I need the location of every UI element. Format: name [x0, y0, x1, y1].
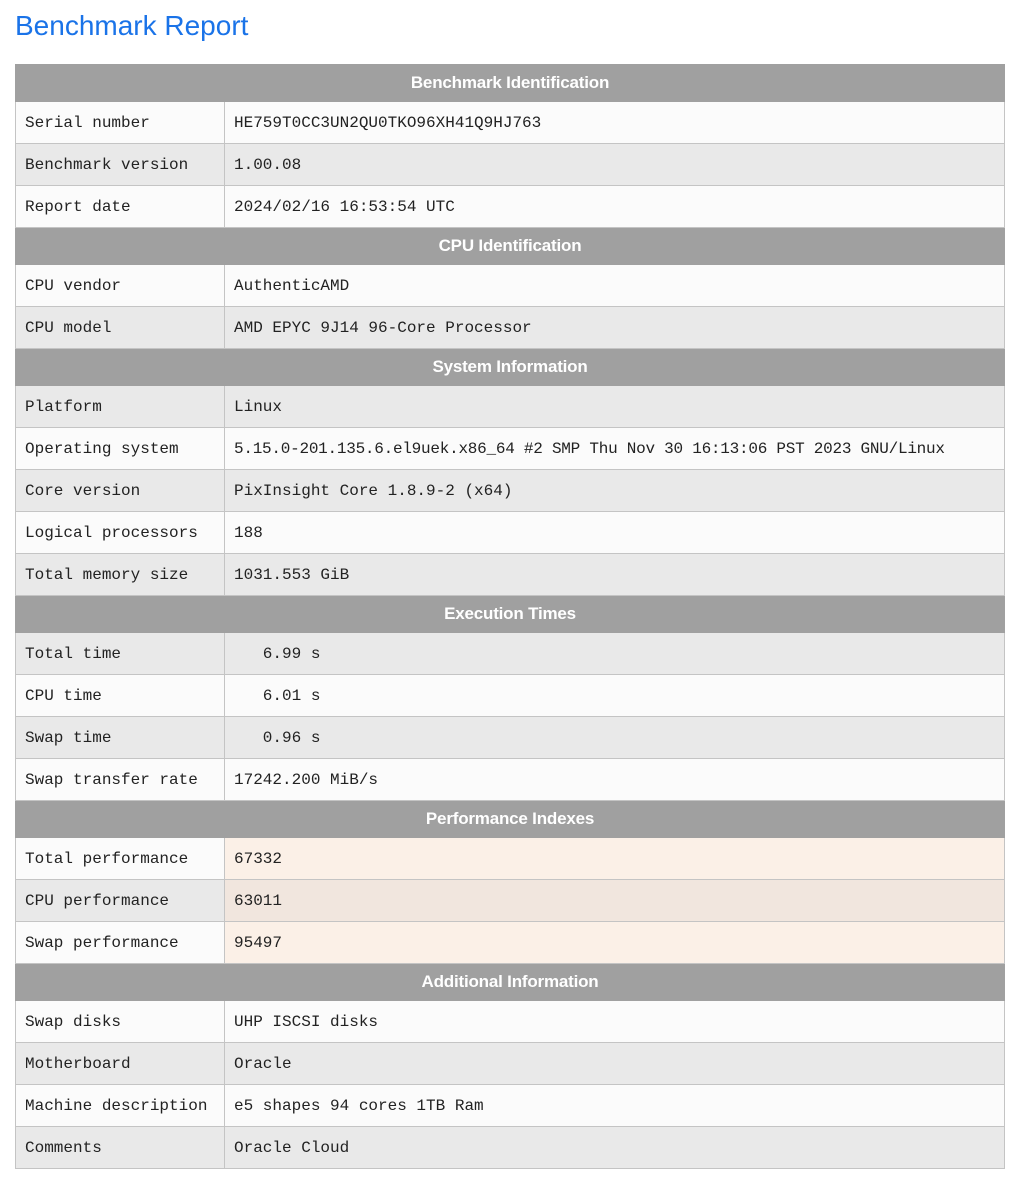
- row-value: 2024/02/16 16:53:54 UTC: [225, 186, 1005, 228]
- table-row: [16, 265, 1005, 307]
- row-value: 1.00.08: [225, 144, 1005, 186]
- row-label: Logical processors: [16, 512, 225, 554]
- table-row: [16, 880, 1005, 922]
- table-row: [16, 102, 1005, 144]
- row-value: 17242.200 MiB/s: [225, 759, 1005, 801]
- row-label: Operating system: [16, 428, 225, 470]
- table-row: [16, 386, 1005, 428]
- table-row: [16, 512, 1005, 554]
- report-table: [15, 64, 1005, 1169]
- page-title: Benchmark Report: [15, 10, 249, 41]
- row-label: Comments: [16, 1127, 225, 1169]
- row-label: Swap time: [16, 717, 225, 759]
- row-value: 5.15.0-201.135.6.el9uek.x86_64 #2 SMP Thu Nov 30 16:13:06 PST 2023 GNU/Linux: [225, 428, 1005, 470]
- row-value: 67332: [225, 838, 1005, 880]
- row-label: Swap performance: [16, 922, 225, 964]
- section-heading: Benchmark Identification: [16, 65, 1005, 102]
- row-value: 188: [225, 512, 1005, 554]
- row-value: Oracle: [225, 1043, 1005, 1085]
- table-row: [16, 759, 1005, 801]
- row-label: CPU performance: [16, 880, 225, 922]
- table-row: [16, 186, 1005, 228]
- row-value: PixInsight Core 1.8.9-2 (x64): [225, 470, 1005, 512]
- table-row: [16, 922, 1005, 964]
- table-row: [16, 144, 1005, 186]
- section-heading: System Information: [16, 349, 1005, 386]
- row-label: CPU model: [16, 307, 225, 349]
- row-label: Total time: [16, 633, 225, 675]
- row-label: Platform: [16, 386, 225, 428]
- row-value: 6.99 s: [225, 633, 1005, 675]
- row-label: Total performance: [16, 838, 225, 880]
- table-row: [16, 1001, 1005, 1043]
- section-heading: Execution Times: [16, 596, 1005, 633]
- row-label: Motherboard: [16, 1043, 225, 1085]
- row-value: 1031.553 GiB: [225, 554, 1005, 596]
- table-row: [16, 675, 1005, 717]
- row-value: Linux: [225, 386, 1005, 428]
- row-label: Benchmark version: [16, 144, 225, 186]
- section-heading: Performance Indexes: [16, 801, 1005, 838]
- row-label: Machine description: [16, 1085, 225, 1127]
- row-label: Swap disks: [16, 1001, 225, 1043]
- section-heading: Additional Information: [16, 964, 1005, 1001]
- table-row: [16, 428, 1005, 470]
- table-row: [16, 1043, 1005, 1085]
- row-label: CPU time: [16, 675, 225, 717]
- row-label: Core version: [16, 470, 225, 512]
- row-value: HE759T0CC3UN2QU0TKO96XH41Q9HJ763: [225, 102, 1005, 144]
- row-value: UHP ISCSI disks: [225, 1001, 1005, 1043]
- row-value: AMD EPYC 9J14 96-Core Processor: [225, 307, 1005, 349]
- row-value: 0.96 s: [225, 717, 1005, 759]
- row-label: CPU vendor: [16, 265, 225, 307]
- row-value: e5 shapes 94 cores 1TB Ram: [225, 1085, 1005, 1127]
- row-label: Serial number: [16, 102, 225, 144]
- table-row: [16, 838, 1005, 880]
- row-value: 95497: [225, 922, 1005, 964]
- table-row: [16, 717, 1005, 759]
- row-value: 6.01 s: [225, 675, 1005, 717]
- row-label: Total memory size: [16, 554, 225, 596]
- table-row: [16, 1085, 1005, 1127]
- table-row: [16, 554, 1005, 596]
- table-row: [16, 470, 1005, 512]
- section-heading: CPU Identification: [16, 228, 1005, 265]
- row-label: Swap transfer rate: [16, 759, 225, 801]
- row-value: 63011: [225, 880, 1005, 922]
- row-value: Oracle Cloud: [225, 1127, 1005, 1169]
- table-row: [16, 633, 1005, 675]
- row-value: AuthenticAMD: [225, 265, 1005, 307]
- row-label: Report date: [16, 186, 225, 228]
- table-row: [16, 1127, 1005, 1169]
- table-row: [16, 307, 1005, 349]
